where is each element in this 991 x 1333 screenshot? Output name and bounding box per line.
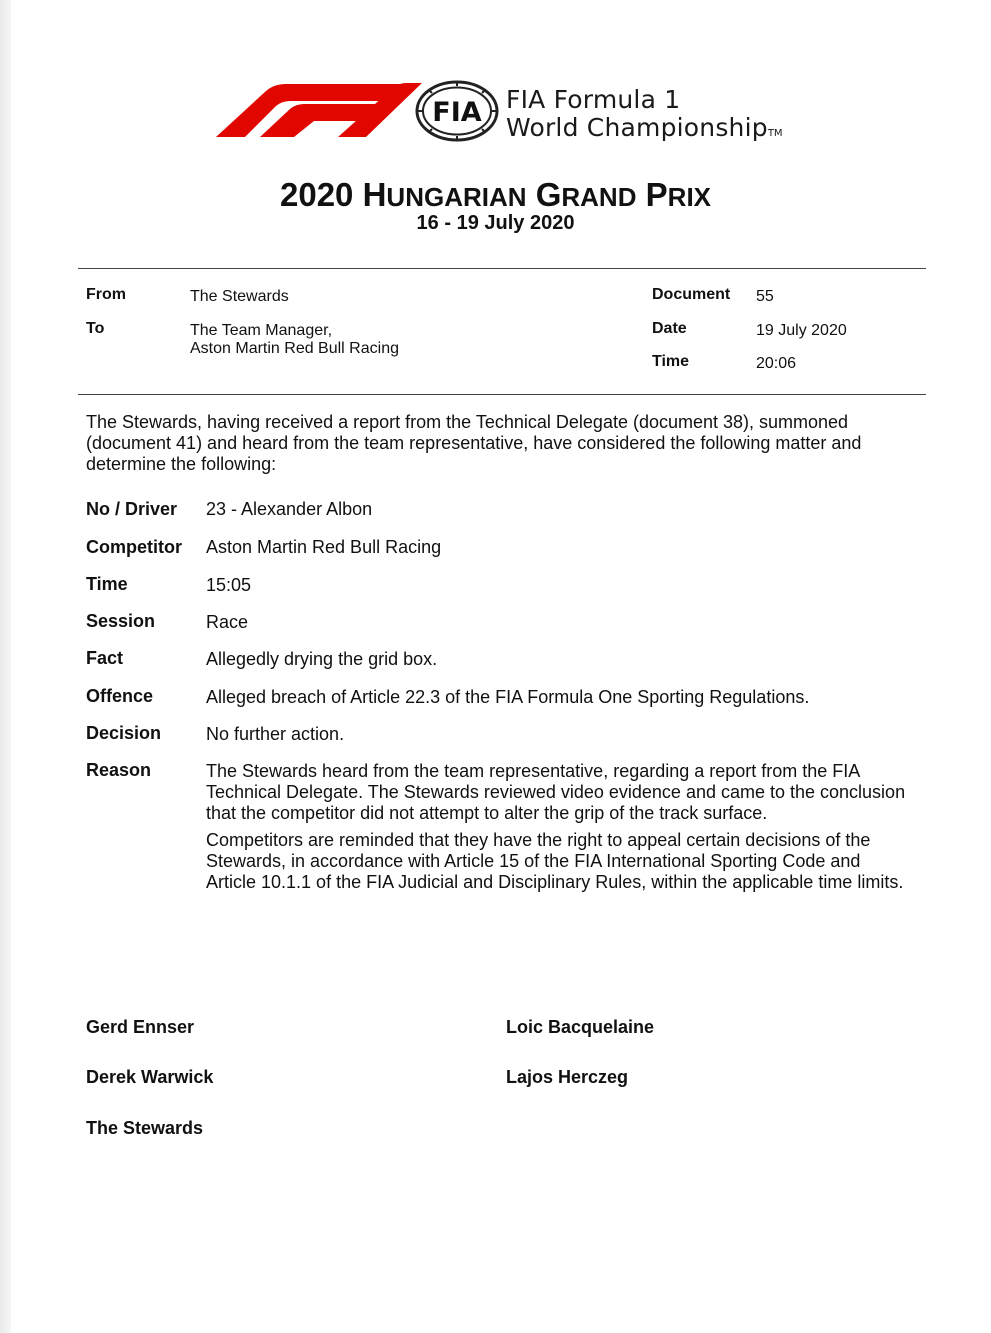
divider-top (78, 268, 926, 269)
driver-label: No / Driver (86, 499, 178, 519)
decision-label: Decision (86, 723, 162, 743)
date-value: 19 July 2020 (756, 322, 847, 339)
offence-value: Alleged breach of Article 22.3 of the FIA Formula One Sporting Regulations. (206, 687, 810, 707)
time-value: 20:06 (756, 355, 797, 372)
competitor-label: Competitor (86, 537, 182, 557)
date-label: Date (652, 320, 687, 337)
time-label: Time (652, 353, 690, 370)
logo-line-2: World ChampionshipTM (506, 113, 783, 142)
incident-time-label: Time (86, 574, 128, 594)
fact-label: Fact (86, 648, 124, 668)
logo-line-1: FIA Formula 1 (506, 85, 681, 114)
fact-value: Allegedly drying the grid box. (206, 649, 438, 669)
to-label: To (86, 320, 105, 337)
to-value: The Team Manager, Aston Martin Red Bull Racing (190, 322, 399, 357)
stewards-footer: The Stewards (86, 1118, 204, 1138)
reason-paragraph-1: The Stewards heard from the team representative, regarding a report from the FIA Technical Delegate. The Stewards reviewed video evidence and came to the conclusion that the competitor did not attempt to alter the grip of the track surface. (206, 761, 906, 823)
offence-label: Offence (86, 686, 154, 706)
reason-paragraph-2: Competitors are reminded that they have the right to appeal certain decisions of the Stewards, in accordance with Article 15 of the FIA International Sporting Code and Article 10.1.1 of the FIA Judicial and Disciplinary Rules, within the applicable time limits. (206, 830, 904, 892)
decision-value: No further action. (206, 724, 345, 744)
svg-text:FIA: FIA (432, 97, 482, 128)
from-value: The Stewards (190, 288, 289, 305)
page-title: 2020 HUNGARIAN GRAND PRIX (279, 176, 712, 213)
fia-f1-logo (214, 80, 814, 142)
steward-derek-warwick: Derek Warwick (86, 1067, 214, 1087)
intro-paragraph: The Stewards, having received a report from the Technical Delegate (document 38), summoned (document 41) and heard from the team representative, have considered the following matter and determine the following: (86, 412, 862, 474)
logo-wordmark (506, 86, 783, 148)
steward-gerd-ennser: Gerd Ennser (86, 1017, 195, 1037)
session-value: Race (206, 612, 249, 632)
incident-time-value: 15:05 (206, 575, 252, 595)
fia-badge-icon (414, 80, 500, 142)
competitor-value: Aston Martin Red Bull Racing (206, 537, 442, 557)
document-value: 55 (756, 288, 774, 305)
reason-label: Reason (86, 760, 152, 780)
driver-value: 23 - Alexander Albon (206, 499, 373, 519)
steward-loic-bacquelaine: Loic Bacquelaine (506, 1017, 655, 1037)
session-label: Session (86, 611, 156, 631)
event-dates: 16 - 19 July 2020 (416, 212, 575, 234)
from-label: From (86, 286, 126, 303)
document-label: Document (652, 286, 731, 303)
divider-bottom (78, 394, 926, 395)
steward-lajos-herczeg: Lajos Herczeg (506, 1067, 629, 1087)
trademark: TM (767, 128, 783, 139)
f1-logo-icon (214, 83, 424, 137)
